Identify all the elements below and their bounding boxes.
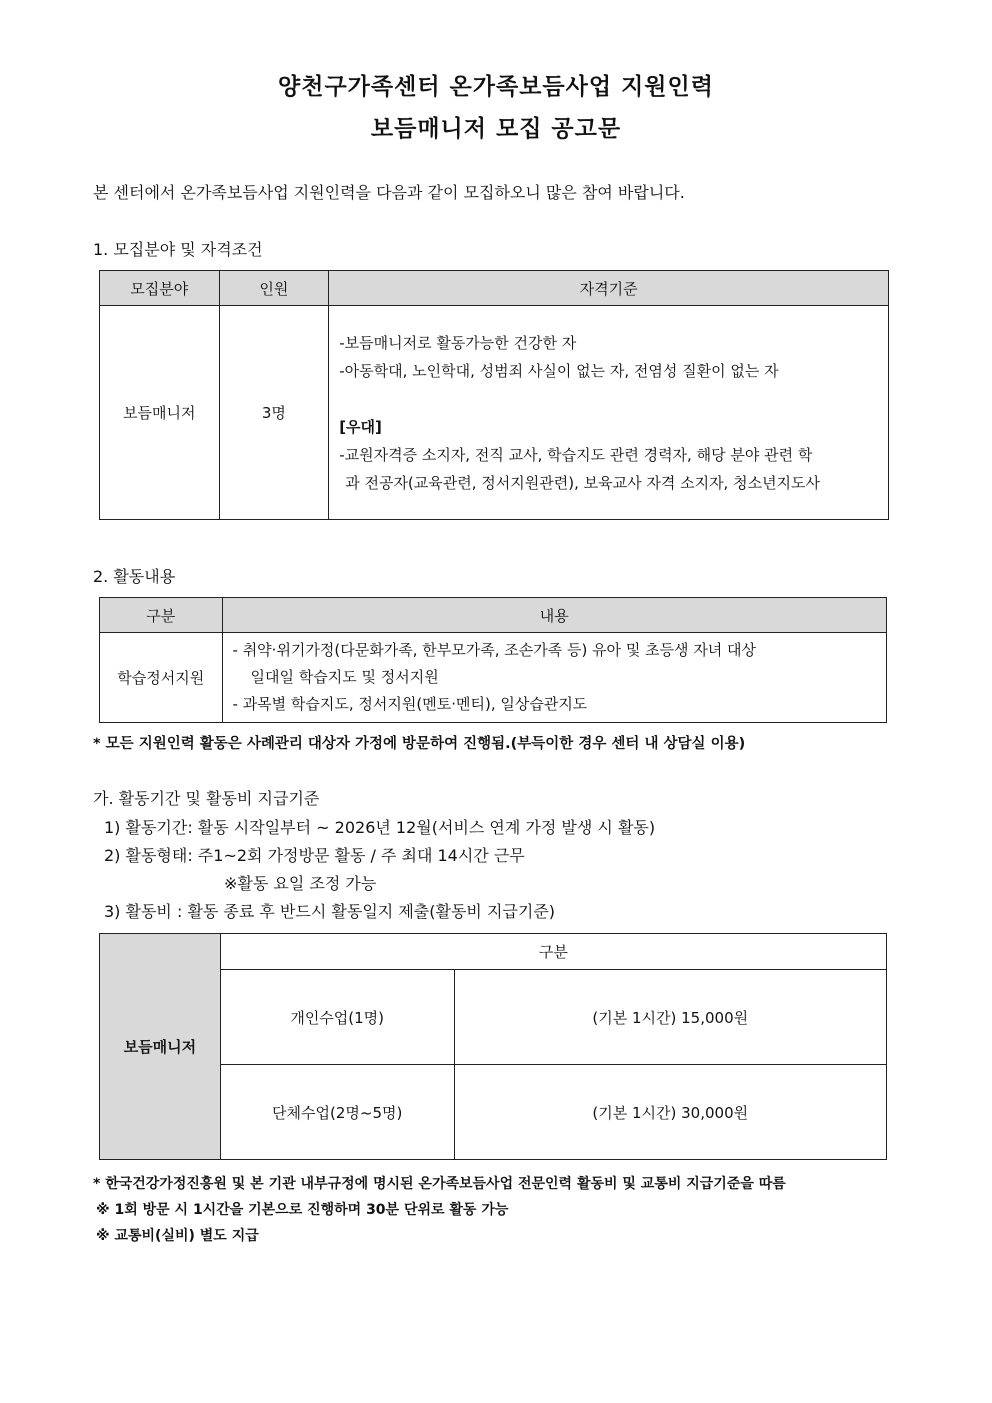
header-field: 모집분야 [100, 271, 220, 306]
sectionA-heading: 가. 활동기간 및 활동비 지급기준 [93, 789, 320, 808]
activity-content [222, 633, 886, 723]
form-item-note: ※활동 요일 조정 가능 [224, 874, 377, 893]
title-line-2: 보듬매니저 모집 공고문 [370, 116, 622, 142]
content-line-3: - 과목별 학습지도, 정서지원(멘토·멘티), 일상습관지도 [232, 695, 588, 713]
period-item: 1) 활동기간: 활동 시작일부터 ~ 2026년 12월(서비스 연계 가정 발생 시 활동) [104, 818, 656, 837]
activity-header-category: 구분 [100, 598, 223, 633]
fee-table [99, 933, 887, 1160]
title-line-1: 양천구가족센터 온가족보듬사업 지원인력 [278, 74, 714, 100]
qualification-table [99, 270, 889, 520]
section1-heading: 1. 모집분야 및 자격조건 [93, 240, 263, 259]
fee-amount-2: (기본 1시간) 30,000원 [454, 1065, 886, 1160]
fee-item: 3) 활동비 : 활동 종료 후 반드시 활동일지 제출(활동비 지급기준) [104, 902, 556, 921]
section2-heading: 2. 활동내용 [93, 567, 176, 586]
preferred-line-2: 과 전공자(교육관련, 정서지원관련), 보육교사 자격 소지자, 청소년지도사 [345, 473, 821, 492]
fee-type-2: 단체수업(2명~5명) [220, 1065, 454, 1160]
form-item: 2) 활동형태: 주1~2회 가정방문 활동 / 주 최대 14시간 근무 [104, 846, 525, 865]
content-line-1: - 취약·위기가정(다문화가족, 한부모가족, 조손가족 등) 유아 및 초등생 자녀 대상 [232, 641, 757, 659]
spacer [339, 385, 878, 413]
fee-header: 구분 [220, 934, 886, 970]
criteria-line-2: -아동학대, 노인학대, 성범죄 사실이 없는 자, 전염성 질환이 없는 자 [339, 361, 779, 380]
activity-category: 학습정서지원 [100, 633, 223, 723]
activity-note: * 모든 지원인력 활동은 사례관리 대상자 가정에 방문하여 진행됨.(부득이한 경우 센터 내 상담실 이용) [93, 736, 746, 752]
fee-row-label: 보듬매니저 [100, 934, 221, 1160]
footnote-1: * 한국건강가정진흥원 및 본 기관 내부규정에 명시된 온가족보듬사업 전문인력 활동비 및 교통비 지급기준을 따름 [93, 1176, 786, 1192]
activity-header-content: 내용 [222, 598, 886, 633]
footnote-3: ※ 교통비(실비) 별도 지급 [96, 1228, 259, 1244]
footnote-2: ※ 1회 방문 시 1시간을 기본으로 진행하며 30분 단위로 활동 가능 [96, 1202, 509, 1218]
header-criteria: 자격기준 [329, 271, 889, 306]
fee-amount-1: (기본 1시간) 15,000원 [454, 970, 886, 1065]
count-cell: 3명 [219, 306, 329, 520]
criteria-line-1: -보듬매니저로 활동가능한 건강한 자 [339, 333, 577, 352]
preferred-line-1: -교원자격증 소지자, 전직 교사, 학습지도 관련 경력자, 해당 분야 관련 학 [339, 445, 813, 464]
fee-type-1: 개인수업(1명) [220, 970, 454, 1065]
activity-table [99, 597, 887, 723]
content-line-2: 일대일 학습지도 및 정서지원 [250, 668, 439, 686]
preferred-label: [우대] [339, 417, 382, 436]
intro-text: 본 센터에서 온가족보듬사업 지원인력을 다음과 같이 모집하오니 많은 참여 바랍니다. [93, 183, 685, 202]
criteria-cell [329, 306, 889, 520]
field-cell: 보듬매니저 [100, 306, 220, 520]
header-count: 인원 [219, 271, 329, 306]
